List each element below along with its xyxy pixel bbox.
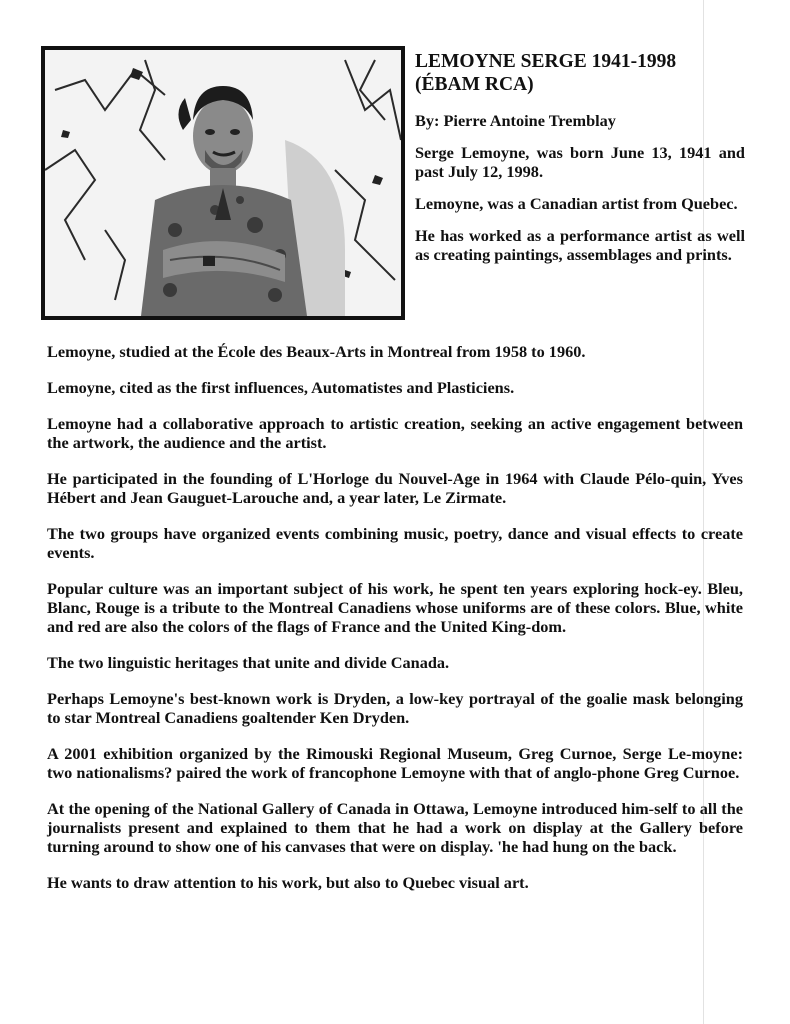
body-paragraph: Lemoyne, studied at the École des Beaux-Arts in Montreal from 1958 to 1960.: [47, 342, 586, 361]
body-paragraph: Lemoyne, cited as the first influences, Automatistes and Plasticiens.: [47, 378, 515, 397]
body-paragraph: A 2001 exhibition organized by the Rimouski Regional Museum, Greg Curnoe, Serge Le-moyne: two nationalisms? paired the work of francophone Lemoyne with that of anglo-phone Greg Curnoe.: [47, 744, 743, 782]
artist-portrait-drawing: [45, 50, 401, 316]
artist-portrait-photo: [41, 46, 405, 320]
article-header: [415, 50, 745, 277]
body-paragraph: He participated in the founding of L'Horloge du Nouvel-Age in 1964 with Claude Pélo-quin, Yves Hébert and Jean Gauguet-Larouche and, a year later, Le Zirmate.: [47, 469, 743, 507]
intro-paragraph: Serge Lemoyne, was born June 13, 1941 and past July 12, 1998.: [415, 143, 745, 181]
body-paragraph: At the opening of the National Gallery of Canada in Ottawa, Lemoyne introduced him-self to all the journalists present and explained to them that he had a work on display at the Gallery before turning around to show one of his canvases that were on display. 'he had hung on the back.: [47, 799, 743, 856]
body-paragraph: He wants to draw attention to his work, but also to Quebec visual art.: [47, 873, 529, 892]
body-paragraph: The two groups have organized events combining music, poetry, dance and visual effects to create events.: [47, 524, 743, 562]
body-paragraph: Popular culture was an important subject of his work, he spent ten years exploring hock-ey. Bleu, Blanc, Rouge is a tribute to the Montreal Canadiens whose uniforms are of these colors. Blue, white and red are also the colors of the flags of France and the United King-dom.: [47, 579, 743, 636]
intro-paragraph: Lemoyne, was a Canadian artist from Quebec.: [415, 194, 738, 213]
article-body: [47, 342, 743, 909]
article-byline: By: Pierre Antoine Tremblay: [415, 111, 616, 130]
body-paragraph: The two linguistic heritages that unite and divide Canada.: [47, 653, 450, 672]
body-paragraph: Perhaps Lemoyne's best-known work is Dryden, a low-key portrayal of the goalie mask belonging to star Montreal Canadiens goaltender Ken Dryden.: [47, 689, 743, 727]
body-paragraph: Lemoyne had a collaborative approach to artistic creation, seeking an active engagement between the artwork, the audience and the artist.: [47, 414, 743, 452]
article-title: LEMOYNE SERGE 1941-1998 (ÉBAM RCA): [415, 51, 677, 95]
intro-paragraph: He has worked as a performance artist as well as creating paintings, assemblages and prints.: [415, 226, 745, 264]
